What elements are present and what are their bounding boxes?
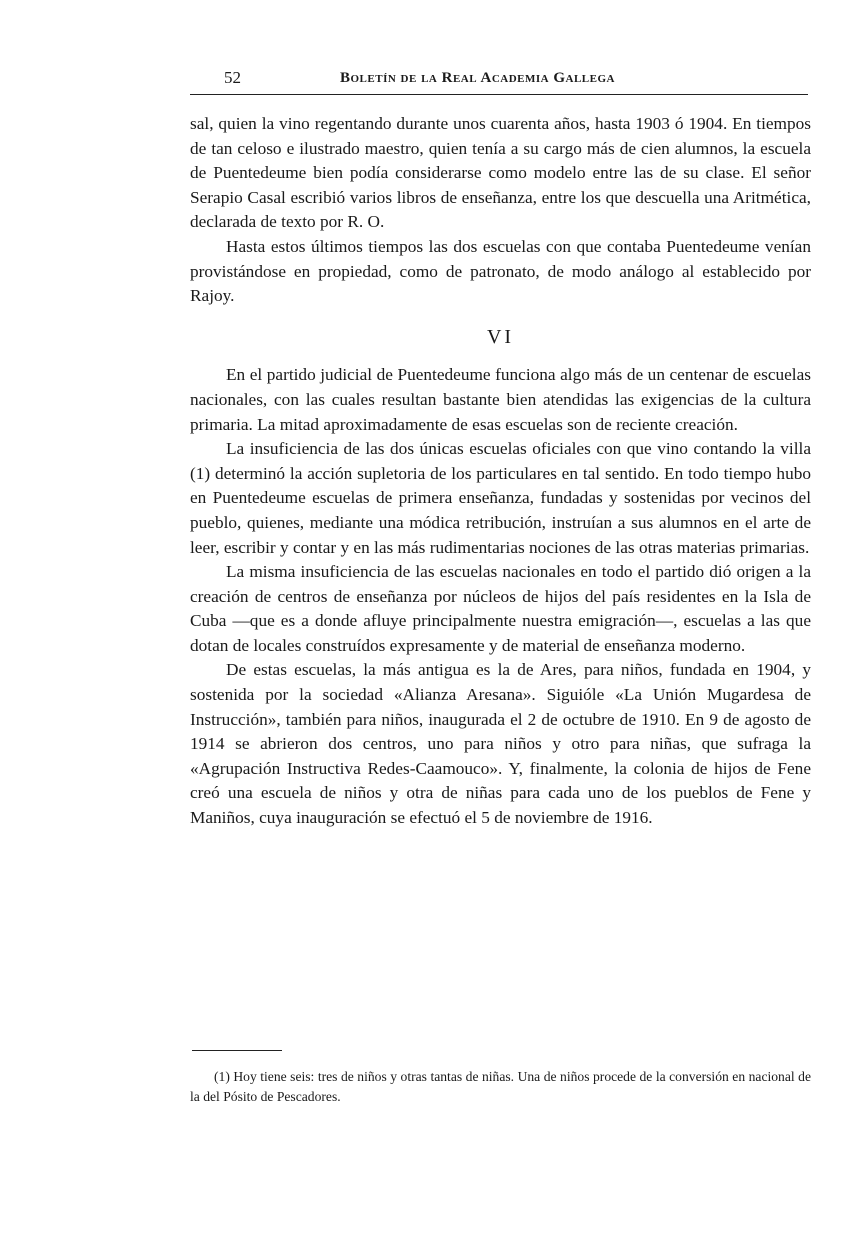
paragraph-4 — [190, 437, 811, 560]
paragraph-2: Hasta estos últimos tiempos las dos escuelas con que contaba Puentedeume venían provistándose en propiedad, como de patronato, de modo análogo al establecido por Rajoy. — [190, 236, 811, 306]
paragraph-4-start: La insuficiencia de las dos únicas escuelas oficiales con que vino contando la villa — [226, 439, 811, 459]
footnote-reference: (1) — [190, 463, 211, 483]
paragraph-6: De estas escuelas, la más antigua es la de Ares, para niños, fundada en 1904, y sostenida por la sociedad «Alianza Aresana». Siguióle «La Unión Mugardesa de Instrucción», también para niños, inaugurada el 2 de octubre de 1910. En 9 de agosto de 1914 se abrieron dos centros, uno para niños y otro para niñas, que sufraga la «Agrupación Instructiva Redes-Caamouco». Y, finalmente, la colonia de hijos de Fene creó una escuela de niños y otra de niñas para cada uno de los pueblos de Fene y Maniños, cuya inauguración se efectuó el 5 de noviembre de 1916. — [190, 660, 811, 828]
footnote-rule — [192, 1050, 282, 1051]
paragraph-3: En el partido judicial de Puentedeume funciona algo más de un centenar de escuelas nacionales, con las cuales resultan bastante bien atendidas las exigencias de la cultura primaria. La mitad aproximadamente de esas escuelas son de reciente creación. — [190, 365, 811, 434]
journal-title: Boletín de la Real Academia Gallega — [340, 70, 615, 86]
paragraph-4-end: determinó la acción supletoria de los particulares en tal sentido. En todo tiempo hubo en Puentedeume escuelas de primera enseñanza, fundadas y sostenidas por vecinos del pueblo, quienes, mediante una módica retribución, instruían a sus alumnos en el arte de leer, escribir y contar y en las más rudimentarias nociones de las otras materias primarias. — [190, 463, 811, 557]
main-text — [190, 112, 811, 831]
running-header — [190, 66, 808, 95]
section-heading: VI — [486, 325, 515, 348]
footnote: (1) Hoy tiene seis: tres de niños y otras tantas de niñas. Una de niños procede de la conversión en nacional de la del Pósito de Pescadores. — [190, 1069, 811, 1104]
paragraph-5: La misma insuficiencia de las escuelas nacionales en todo el partido dió origen a la creación de centros de enseñanza por núcleos de hijos del país residentes en la Isla de Cuba —que es a donde afluye principalmente nuestra emigración—, escuelas a las que dotan de locales construídos expresamente y de material de enseñanza moderno. — [190, 562, 811, 655]
paragraph-1: sal, quien la vino regentando durante unos cuarenta años, hasta 1903 ó 1904. En tiempos de tan celoso e ilustrado maestro, quien tenía a su cargo más de cien alumnos, la escuela de Puentedeume bien podía considerarse como modelo entre las de su clase. El señor Serapio Casal escribió varios libros de enseñanza, entre los que descuella una Aritmética, declarada de texto por R. O. — [190, 114, 811, 232]
page-number: 52 — [224, 68, 241, 87]
